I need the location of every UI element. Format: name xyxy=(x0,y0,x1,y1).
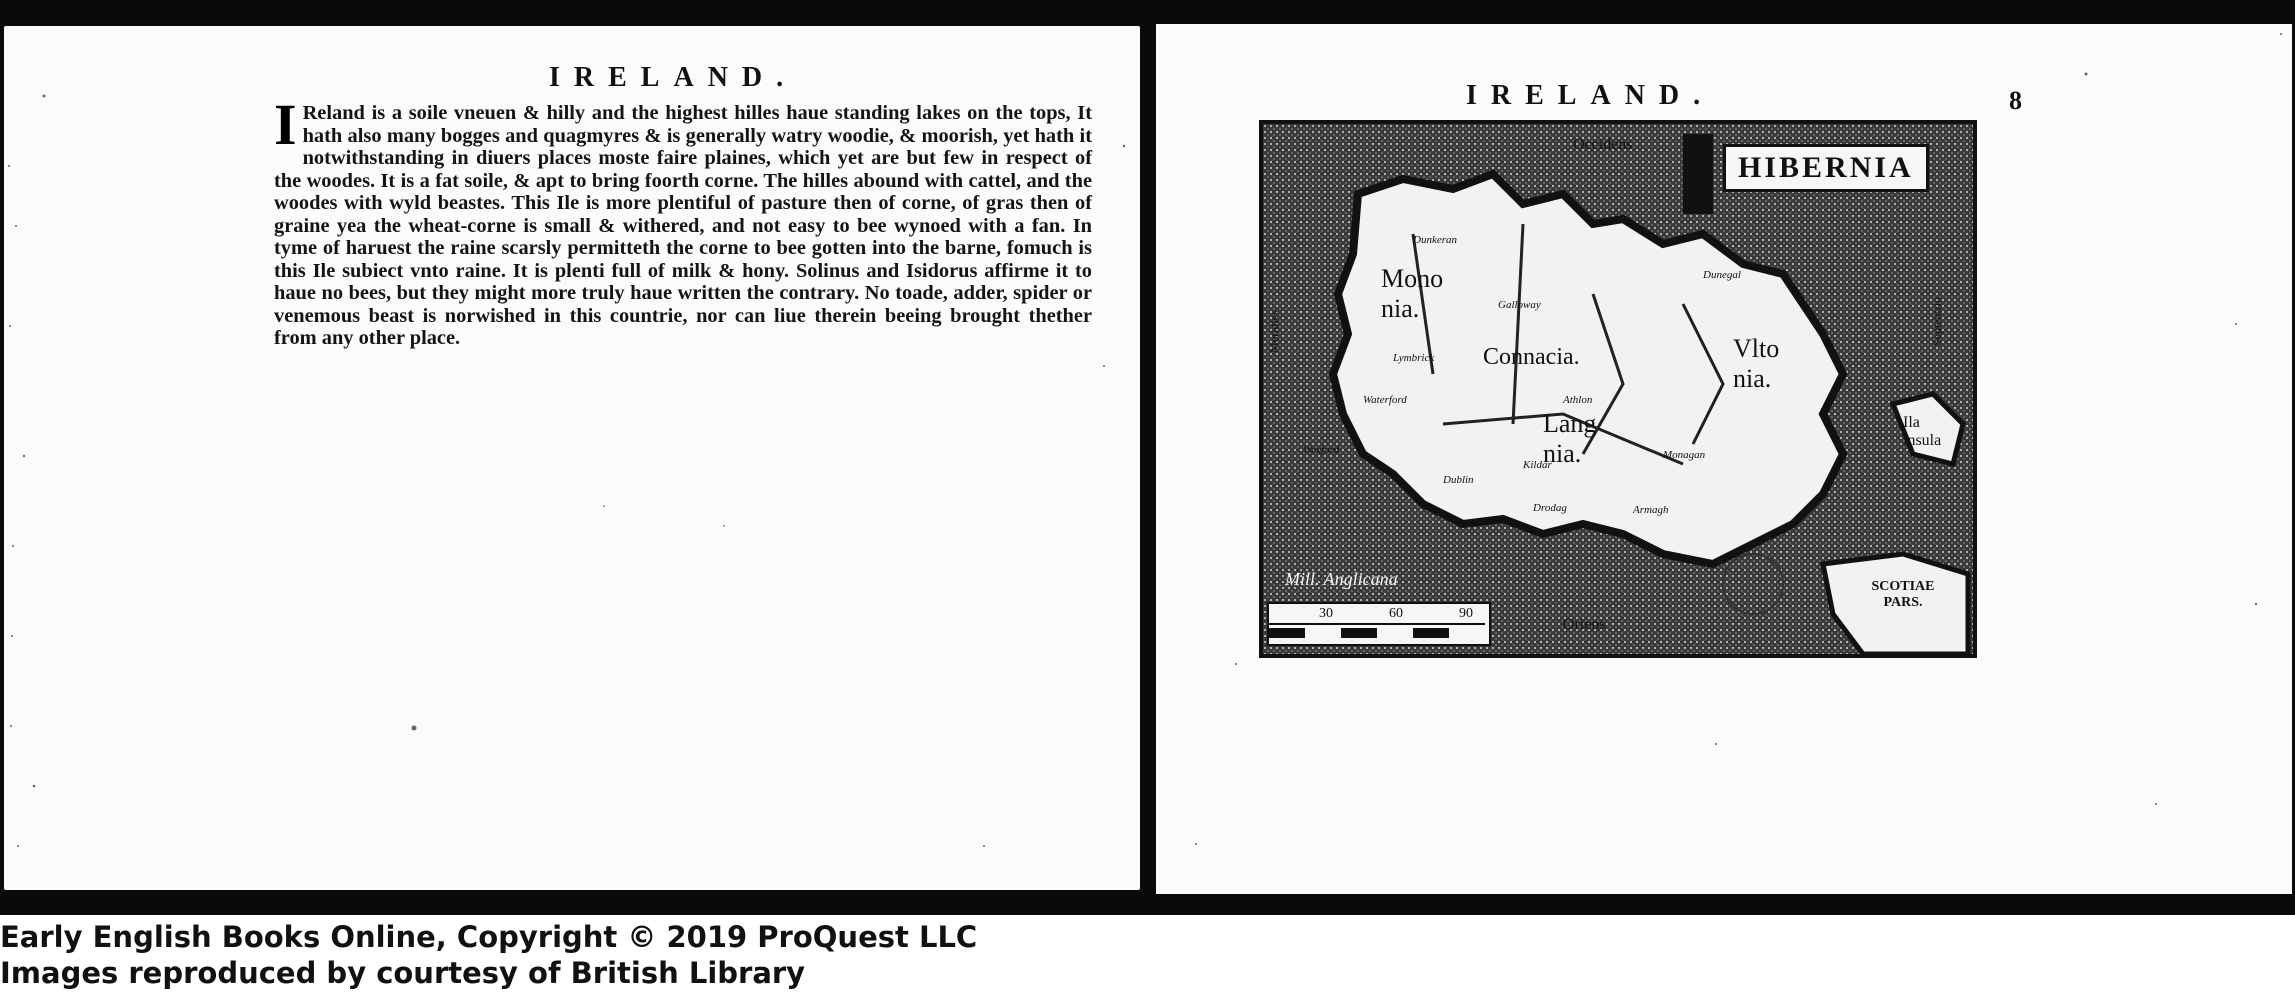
right-page-heading: IRELAND. xyxy=(1466,80,1715,111)
left-page xyxy=(4,26,1140,890)
left-page-heading: IRELAND. xyxy=(549,62,798,93)
place-dublin: Dublin xyxy=(1443,474,1474,486)
body-text: Reland is a soile vneuen & hilly and the highest hilles haue standing lakes on the tops, It hath also many bogges and quagmyres & is generally watry woodie, & moorish, yet hath it notwithstanding in diuers places moste faire plaines, which yet are but few in respect of the woodes. It is a fat soile, & apt to bring foorth corne. The hilles abound with cattel, and the woodes with wyld beastes. This Ile is more plentiful of pasture then of corne, of gras then of graine yea the wheat-corne is small & withered, and not easy to bee wynoed with a fan. In tyme of haruest the raine scarsly permitteth the corne to bee gotten into the barne, fomuch is this Ile subiect vnto raine. It is plenti full of milk & hony. Solinus and Isidorus affirme it to haue no bees, but they might more truly haue written the contrary. No toade, adder, spider or venemous beast is norwished in this countrie, nor can liue therein beeing brought thether from any other place. xyxy=(274,102,1092,349)
right-page xyxy=(1156,24,2292,894)
scale-ruler xyxy=(1269,604,1485,644)
scale-tick-60: 60 xyxy=(1389,606,1403,621)
scotia-pars-label: SCOTIAE PARS. xyxy=(1871,579,1935,610)
place-kildar: Kildar xyxy=(1523,459,1552,471)
place-waterford: Waterford xyxy=(1363,394,1407,406)
cartouche-ornament xyxy=(1683,134,1713,214)
drop-cap: I xyxy=(274,92,297,157)
province-langnia: Lang nia. xyxy=(1543,409,1597,468)
copyright-line: Early English Books Online, Copyright © 2019 ProQuest LLC xyxy=(0,920,978,954)
place-dunkeran: Dunkeran xyxy=(1413,234,1457,246)
island-ila-label: Ila insula xyxy=(1903,414,1942,449)
scale-tick-30: 30 xyxy=(1319,606,1333,621)
scale-tick-90: 90 xyxy=(1459,606,1473,621)
scale-bar xyxy=(1267,602,1491,646)
place-galloway: Galloway xyxy=(1498,299,1541,311)
place-monagan: Monagan xyxy=(1663,449,1706,461)
compass-west-label: Meridies xyxy=(1266,310,1281,353)
map-title: HIBERNIA xyxy=(1723,144,1929,192)
map-of-ireland xyxy=(1259,120,1977,658)
place-athlon: Athlon xyxy=(1563,394,1593,406)
body-paragraph xyxy=(274,92,1092,350)
place-armagh: Armagh xyxy=(1633,504,1669,516)
place-dunegal: Dunegal xyxy=(1703,269,1741,281)
scale-caption: Mill. Anglicana xyxy=(1285,569,1398,589)
place-wexford: Wexford xyxy=(1303,444,1339,456)
page-number: 8 xyxy=(2009,86,2022,115)
place-lymbrick: Lymbrick xyxy=(1393,352,1435,364)
courtesy-line: Images reproduced by courtesy of British Library xyxy=(0,956,806,990)
compass-north-label: Occidens xyxy=(1573,136,1633,153)
province-connacia: Connacia. xyxy=(1483,344,1580,370)
compass-south-label: Oriens xyxy=(1563,616,1606,633)
place-drodag: Drodag xyxy=(1533,502,1567,514)
compass-east-label: Septentrio xyxy=(1930,296,1945,347)
province-mononia: Mono nia. xyxy=(1381,264,1444,323)
province-vltonia: Vlto nia. xyxy=(1733,334,1780,393)
